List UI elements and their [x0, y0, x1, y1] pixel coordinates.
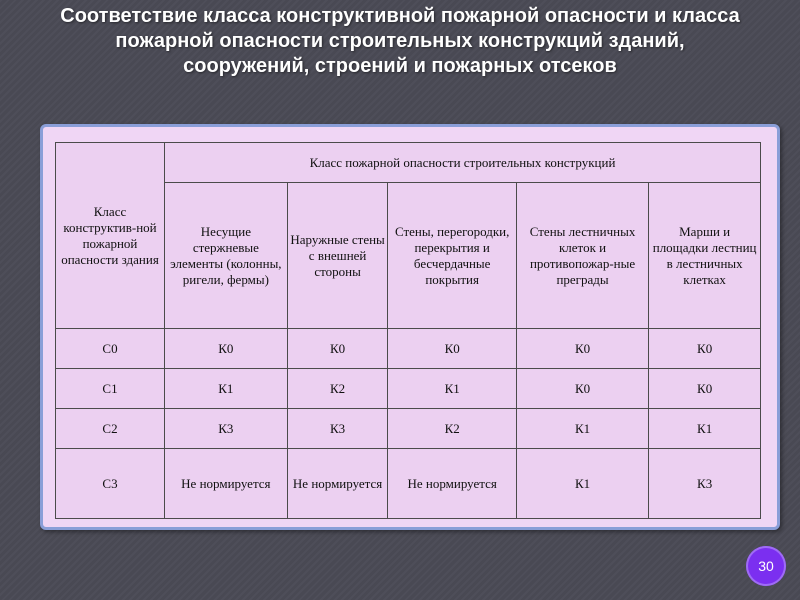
table-header-row — [56, 143, 761, 183]
table-cell: К1 — [388, 369, 516, 409]
table-row — [56, 329, 761, 369]
row-class-cell: С0 — [56, 329, 165, 369]
table-cell: К1 — [649, 409, 761, 449]
table-cell: К3 — [287, 409, 388, 449]
table-cell: К0 — [388, 329, 516, 369]
column-header: Наружные стены с внешней стороны — [287, 183, 388, 329]
page-number-badge: 30 — [746, 546, 786, 586]
row-class-cell: С1 — [56, 369, 165, 409]
table-cell: Не нормируется — [388, 449, 516, 519]
table-cell: К1 — [516, 409, 648, 449]
table-cell: К1 — [165, 369, 288, 409]
corner-header-cell: Класс конструктив-ной пожарной опасности здания — [56, 143, 165, 329]
table-cell: Не нормируется — [165, 449, 288, 519]
slide-title: Соответствие класса конструктивной пожарной опасности и класса пожарной опасности строительных конструкций зданий, сооружений, строений и пожарных отсеков — [60, 5, 740, 77]
column-header: Стены лестничных клеток и противопожар-ные преграды — [516, 183, 648, 329]
column-header: Несущие стержневые элементы (колонны, ригели, фермы) — [165, 183, 288, 329]
table-cell: К0 — [649, 369, 761, 409]
column-header: Стены, перегородки, перекрытия и бесчердачные покрытия — [388, 183, 516, 329]
table-cell: К0 — [649, 329, 761, 369]
table-cell: К2 — [287, 369, 388, 409]
fire-class-table — [55, 142, 761, 519]
table-cell: К0 — [516, 329, 648, 369]
table-cell: К2 — [388, 409, 516, 449]
table-frame — [40, 124, 780, 530]
row-class-cell: С2 — [56, 409, 165, 449]
table-cell: Не нормируется — [287, 449, 388, 519]
table-cell: К0 — [165, 329, 288, 369]
table-row — [56, 409, 761, 449]
table-cell: К1 — [516, 449, 648, 519]
table-row — [56, 369, 761, 409]
table-cell: К0 — [516, 369, 648, 409]
column-header: Марши и площадки лестниц в лестничных клетках — [649, 183, 761, 329]
table-row — [56, 449, 761, 519]
table-cell: К0 — [287, 329, 388, 369]
table-cell: К3 — [165, 409, 288, 449]
table-cell: К3 — [649, 449, 761, 519]
group-header-cell: Класс пожарной опасности строительных конструкций — [165, 143, 761, 183]
row-class-cell: С3 — [56, 449, 165, 519]
